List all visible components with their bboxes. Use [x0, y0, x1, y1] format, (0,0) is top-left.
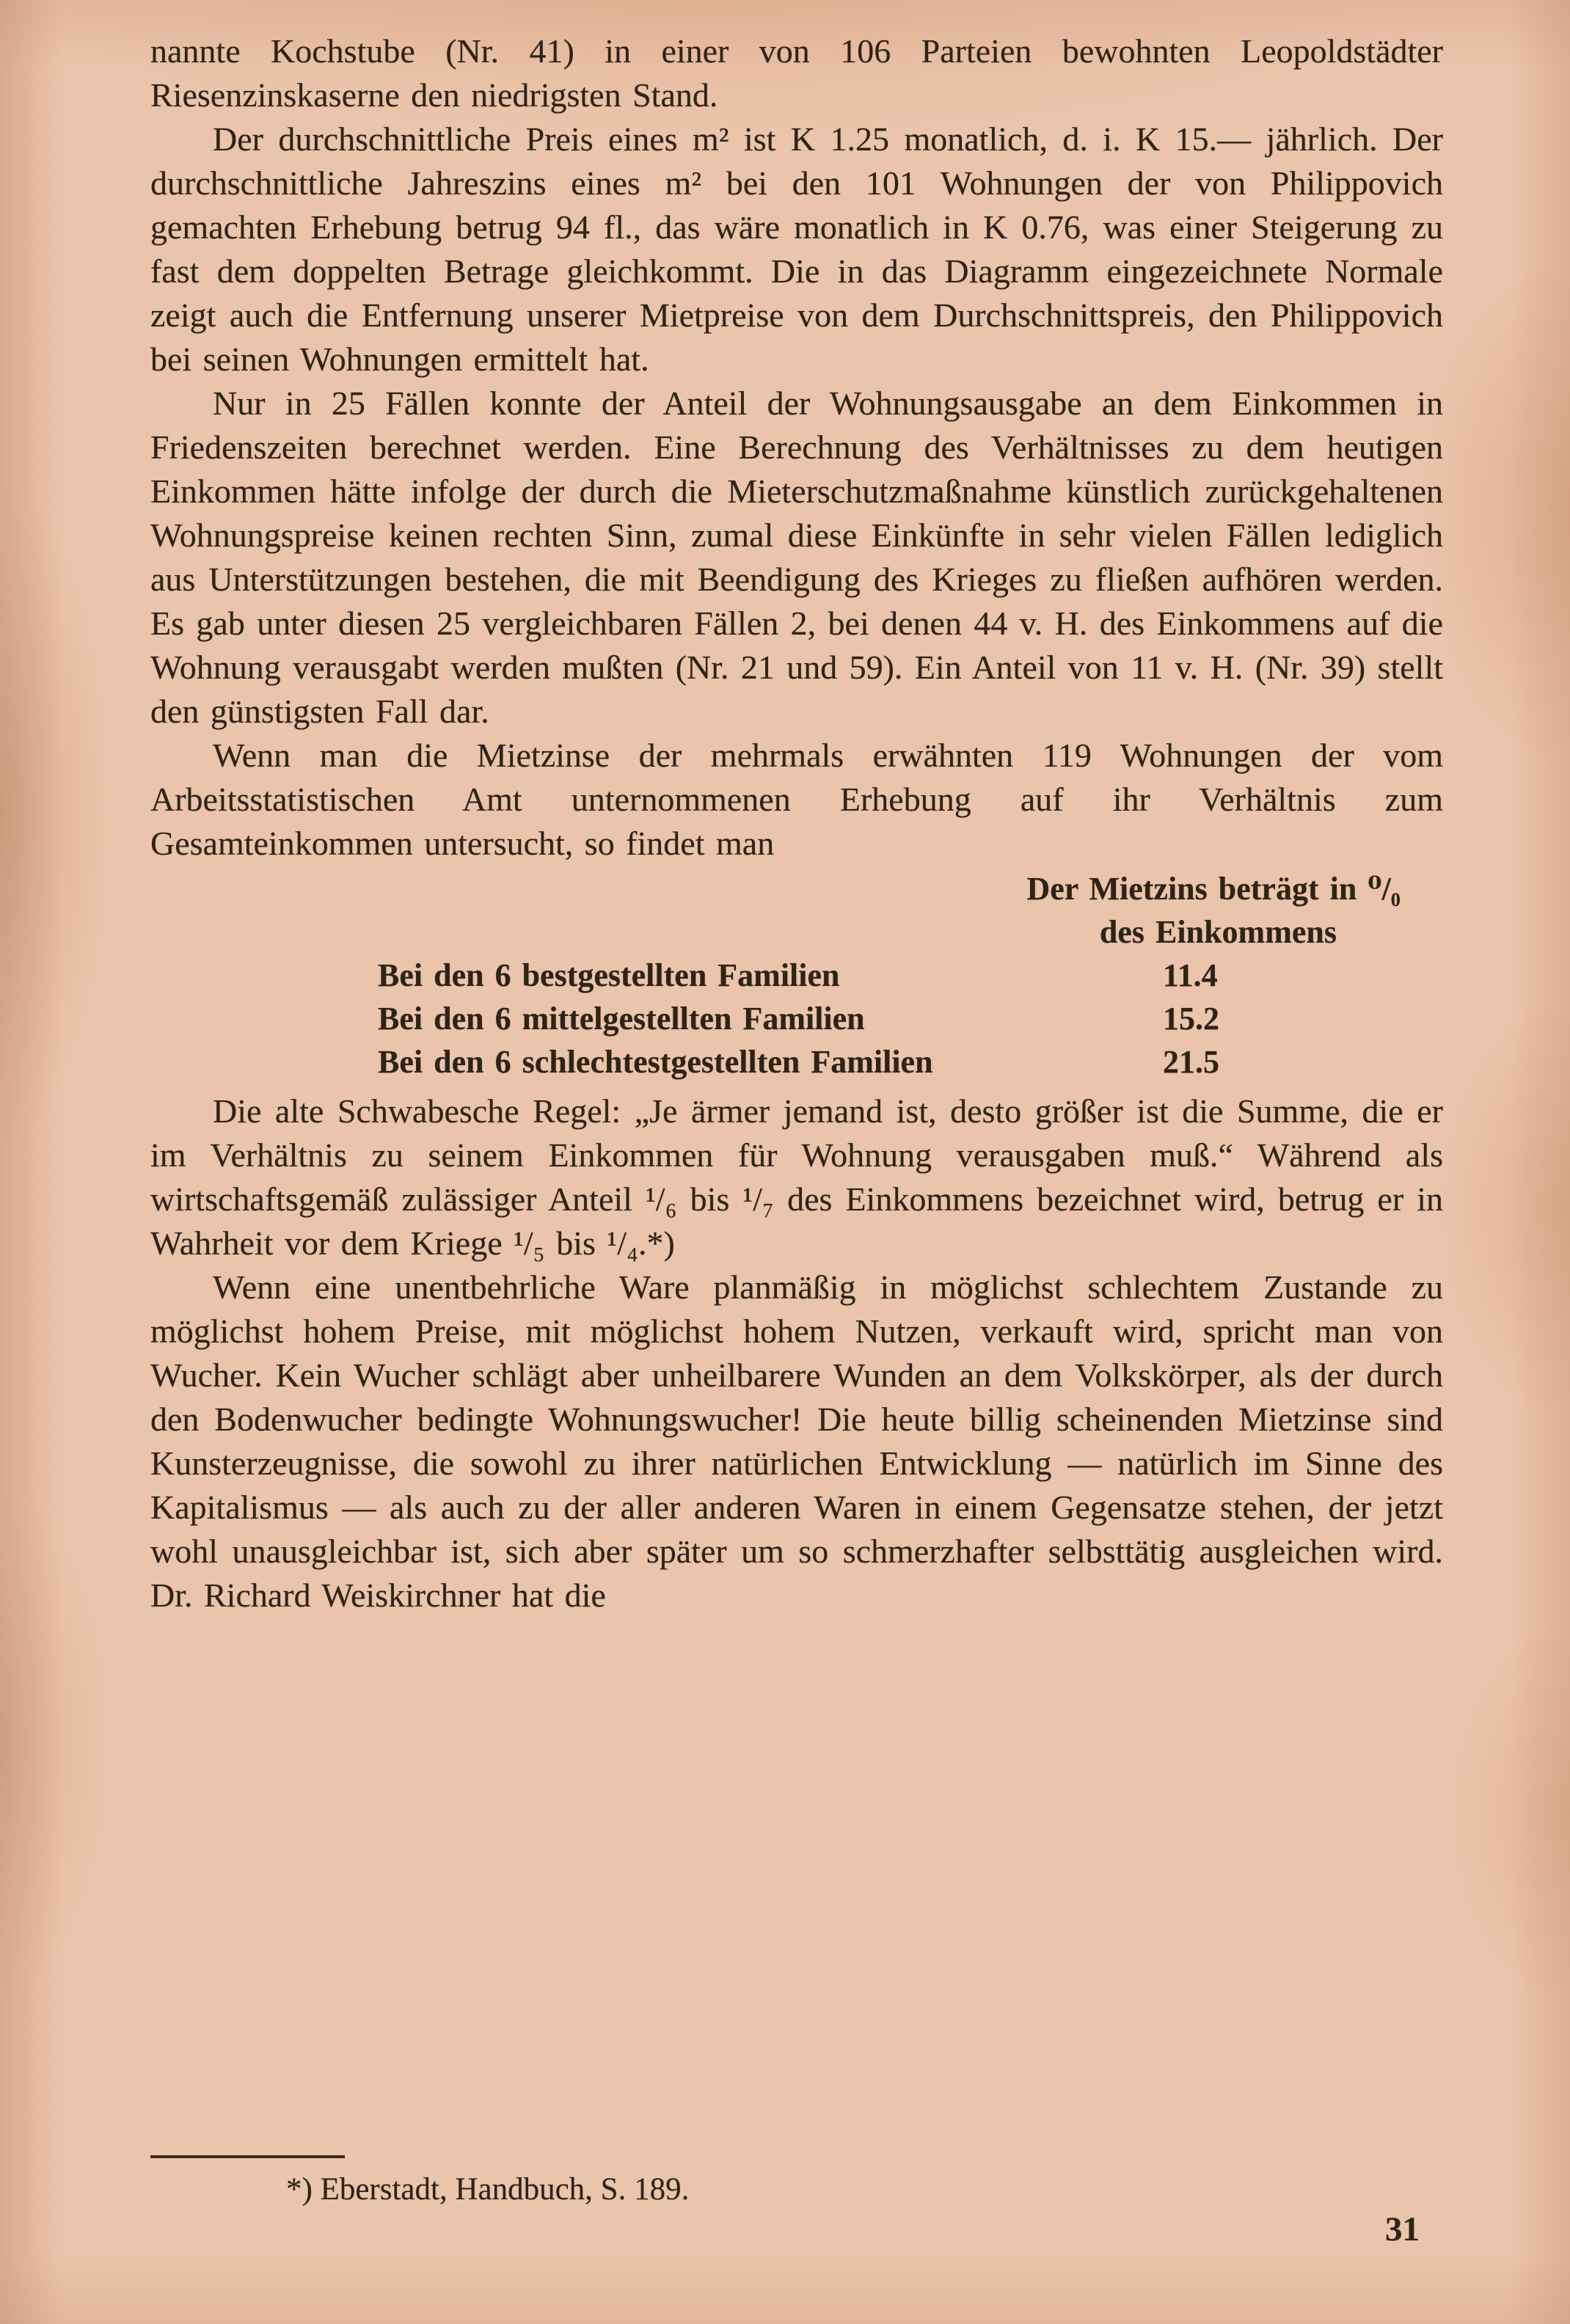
table-row [150, 1040, 1443, 1084]
paragraph: nannte Kochstube (Nr. 41) in einer von 106 Parteien bewohnten Leopoldstädter Riesenzinskaserne den niedrigsten Stand. [150, 32, 1443, 114]
income-share-table [150, 867, 1443, 1084]
paragraph: Wenn eine unentbehrliche Ware planmäßig in möglichst schlechtem Zustande zu möglichst hohem Preise, mit möglichst hohem Nutzen, verkauft wird, spricht man von Wucher. Kein Wucher schlägt aber unheilbarere Wunden an dem Volkskörper, als der durch den Bodenwucher bedingte Wohnungswucher! Die heute billig scheinenden Mietzinse sind Kunsterzeugnisse, die sowohl zu ihrer natürlichen Entwicklung — natürlich im Sinne des Kapitalismus — als auch zu der aller anderen Waren in einem Gegensatze stehen, der jetzt wohl unausgleichbar ist, sich aber später um so schmerzhafter selbsttätig ausgleichen wird. Dr. Richard Weiskirchner hat die [150, 1268, 1443, 1614]
table-row-value: 11.4 [1163, 957, 1218, 993]
table-row [150, 954, 1443, 997]
table-row-value: 15.2 [1163, 1001, 1219, 1037]
table-row-label: Bei den 6 bestgestellten Familien [378, 957, 840, 993]
table-row-value: 21.5 [1163, 1044, 1219, 1080]
table-row [150, 997, 1443, 1040]
footnote-area [150, 2155, 1443, 2211]
page-number: 31 [1385, 2210, 1420, 2248]
table-row-label: Bei den 6 mittelgestellten Familien [378, 1001, 865, 1037]
paragraph: Wenn man die Mietzinse der mehrmals erwähnten 119 Wohnungen der vom Arbeitsstatistischen Amt unternommenen Erhebung auf ihr Verhältnis zum Gesamteinkommen untersucht, so findet man [150, 737, 1443, 862]
table-header-line1: Der Mietzins beträgt in ⁰/₀ [1026, 871, 1401, 907]
paragraph: Der durchschnittliche Preis eines m² ist K 1.25 monatlich, d. i. K 15.— jährlich. Der durchschnittliche Jahreszins eines m² bei den 101 Wohnungen der von Philippovich gemachten Erhebung betrug 94 fl., das wäre monatlich in K 0.76, was einer Steigerung zu fast dem doppelten Betrage gleichkommt. Die in das Diagramm eingezeichnete Normale zeigt auch die Entfernung unserer Mietpreise von dem Durchschnittspreis, den Philippovich bei seinen Wohnungen ermittelt hat. [150, 120, 1443, 378]
paragraph: Nur in 25 Fällen konnte der Anteil der Wohnungsausgabe an dem Einkommen in Friedenszeiten berechnet werden. Eine Berechnung des Verhältnisses zu dem heutigen Einkommen hätte infolge der durch die Mieterschutzmaßnahme künstlich zurückgehaltenen Wohnungspreise keinen rechten Sinn, zumal diese Einkünfte in sehr vielen Fällen lediglich aus Unterstützungen bestehen, die mit Beendigung des Krieges zu fließen aufhören werden. Es gab unter diesen 25 vergleichbaren Fällen 2, bei denen 44 v. H. des Einkommens auf die Wohnung verausgabt werden mußten (Nr. 21 und 59). Ein Anteil von 11 v. H. (Nr. 39) stellt den günstigsten Fall dar. [150, 384, 1443, 730]
text-block [150, 29, 1443, 1618]
footnote: *) Eberstadt, Handbuch, S. 189. [286, 2172, 690, 2207]
table-header-line2: des Einkommens [1099, 914, 1337, 950]
paragraph: Die alte Schwabesche Regel: „Je ärmer jemand ist, desto größer ist die Summe, die er im Verhältnis zu seinem Einkommen für Wohnung verausgaben muß.“ Während als wirtschaftsgemäß zulässiger Anteil ¹/₆ bis ¹/₇ des Einkommens bezeichnet wird, betrug er in Wahrheit vor dem Kriege ¹/₅ bis ¹/₄.*) [150, 1092, 1443, 1262]
footnote-divider [150, 2155, 345, 2158]
table-row-label: Bei den 6 schlechtestgestellten Familien [378, 1044, 933, 1080]
